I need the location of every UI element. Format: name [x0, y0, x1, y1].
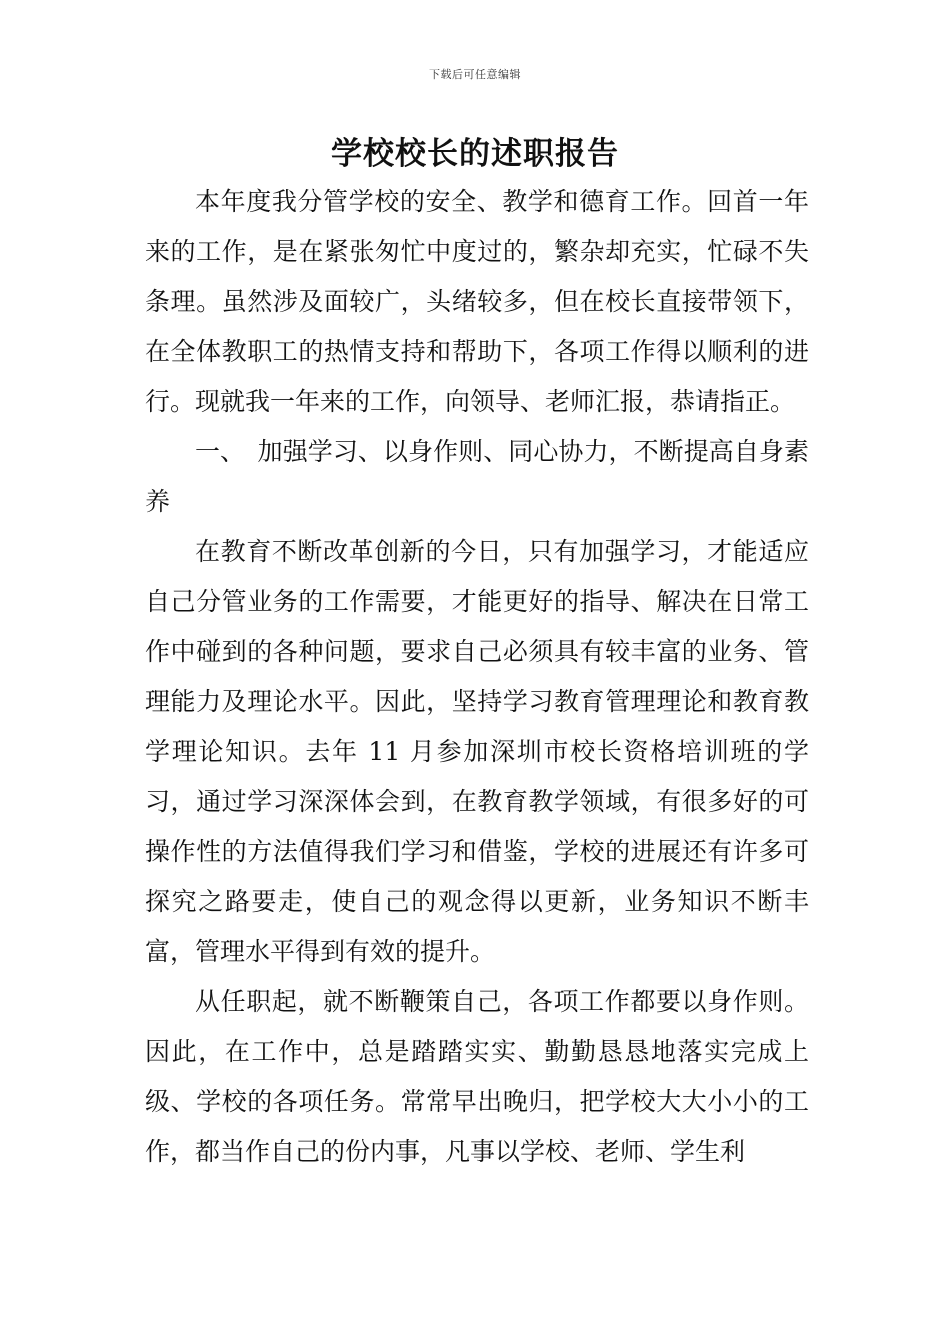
- section-heading-1: 一、 加强学习、以身作则、同心协力，不断提高自身素养: [145, 437, 809, 516]
- header-note: 下载后可任意编辑: [429, 68, 521, 81]
- paragraph-example: 从任职起，就不断鞭策自己，各项工作都要以身作则。因此，在工作中，总是踏踏实实、勤勤恳恳地落实完成上级、学校的各项任务。常常早出晚归，把学校大大小小的工作，都当作自己的份内事，凡事以学校、老师、学生利: [145, 987, 809, 1166]
- paragraph-intro: 本年度我分管学校的安全、教学和德育工作。回首一年来的工作，是在紧张匆忙中度过的，繁杂却充实，忙碌不失条理。虽然涉及面较广，头绪较多，但在校长直接带领下，在全体教职工的热情支持和帮助下，各项工作得以顺利的进行。现就我一年来的工作，向领导、老师汇报，恭请指正。: [145, 187, 809, 416]
- paragraph-study: 在教育不断改革创新的今日，只有加强学习，才能适应自己分管业务的工作需要，才能更好的指导、解决在日常工作中碰到的各种问题，要求自己必须具有较丰富的业务、管理能力及理论水平。因此，坚持学习教育管理理论和教育教学理论知识。去年 11 月参加深圳市校长资格培训班的学习，通过学习深深体会到，在教育教学领域，有很多好的可操作性的方法值得我们学习和借鉴，学校的进展还有许多可探究之路要走，使自己的观念得以更新，业务知识不断丰富，管理水平得到有效的提升。: [145, 537, 809, 966]
- document-body: [145, 177, 809, 1177]
- document-title: 学校校长的述职报告: [331, 136, 619, 172]
